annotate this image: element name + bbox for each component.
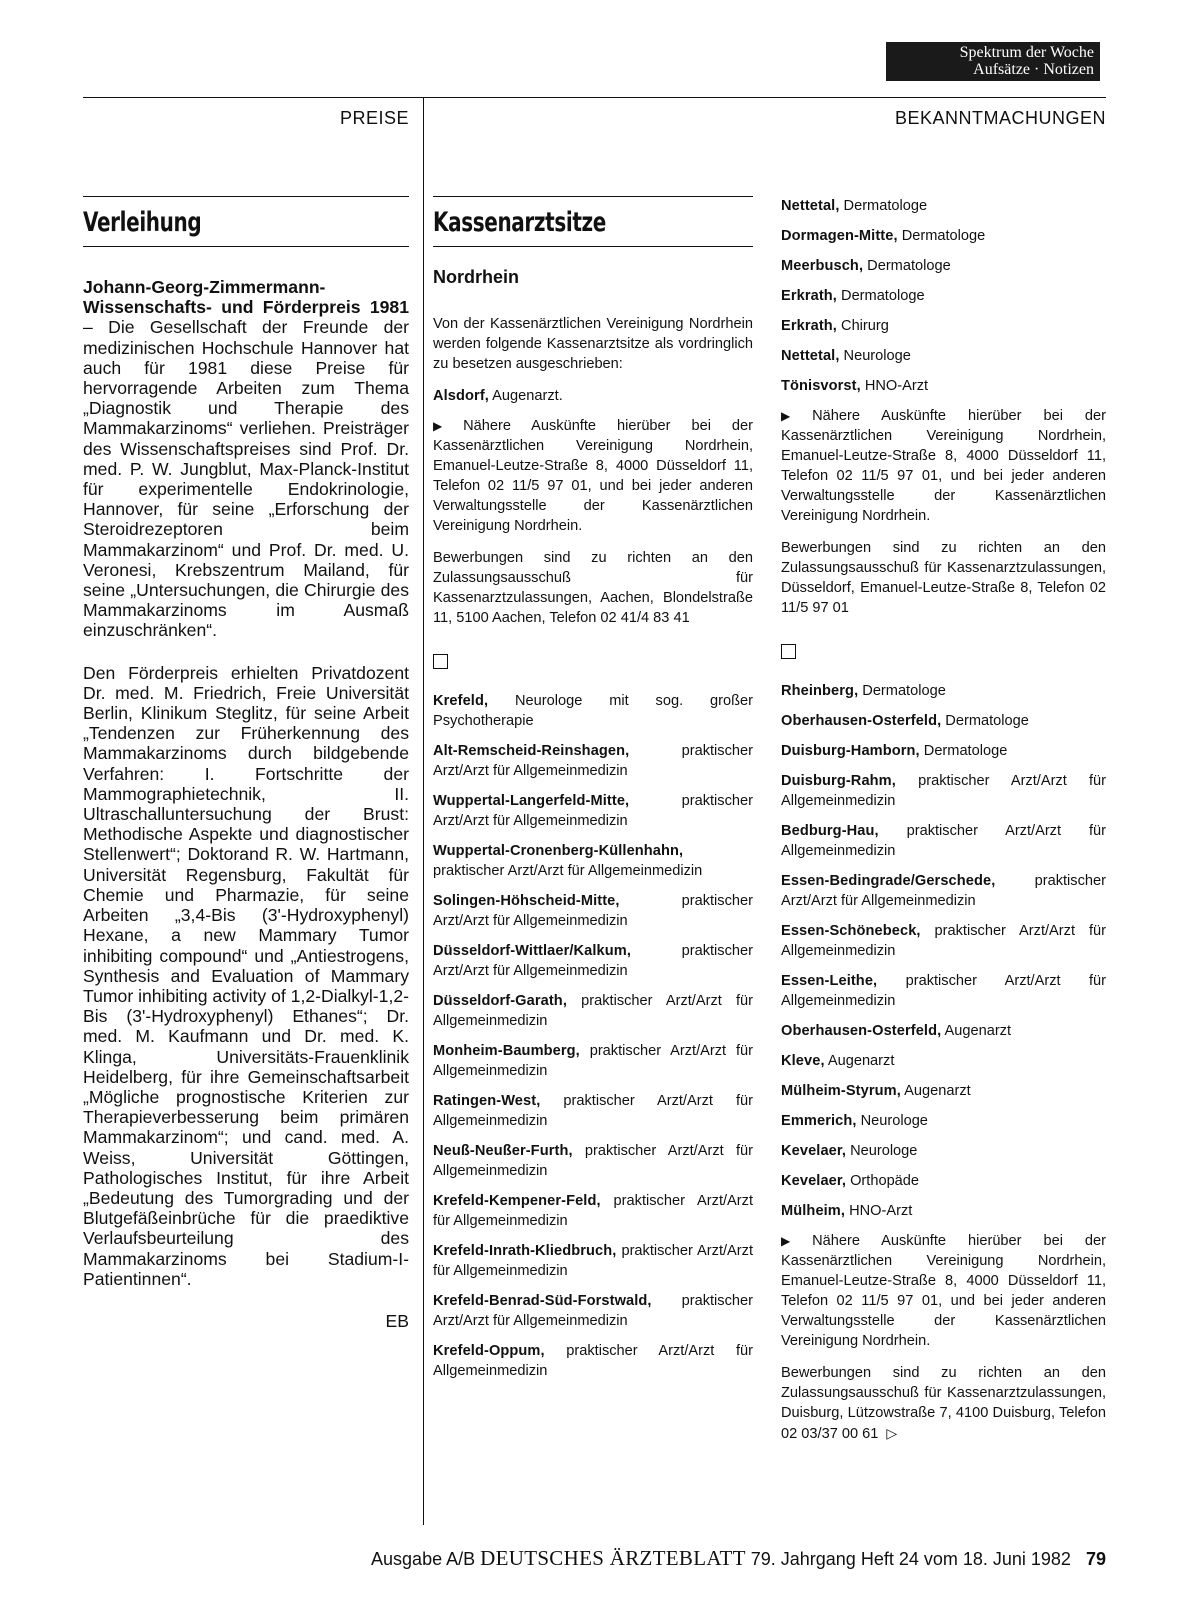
headline-verleihung: Verleihung xyxy=(83,207,202,238)
specialty: praktischer Arzt/Arzt für Allgemeinmedizin xyxy=(433,1343,753,1379)
list-item xyxy=(781,741,1106,761)
specialty: praktischer Arzt/Arzt für Allgemeinmedizin xyxy=(781,823,1106,859)
column-preise xyxy=(83,196,409,1331)
list-item xyxy=(781,1111,1106,1131)
specialty: Neurologe xyxy=(839,348,911,364)
place-name: Nettetal, xyxy=(781,348,840,364)
info-paragraph xyxy=(781,406,1106,526)
list-item xyxy=(781,1081,1106,1101)
vacancy-list xyxy=(781,196,1106,396)
page-number: 79 xyxy=(1085,1549,1106,1569)
journal-name: DEUTSCHES ÄRZTEBLATT xyxy=(480,1546,746,1570)
place-name: Krefeld, xyxy=(433,693,489,709)
application-paragraph xyxy=(781,1363,1106,1444)
list-item xyxy=(433,1341,753,1381)
paragraph-text: Den Förderpreis erhielten Privatdozent Dr. med. M. Friedrich, Freie Universität Berlin, Klinikum Steglitz, für seine Arbeit „Tendenzen zur Früherkennung des Mammakarzinoms durch bildgebende Verfahren: I. Fortschritte der Mammographietechnik, II. Ultraschalluntersuchung der Brust: Methodische Aspekte und diagnostischer Stellenwert“; Doktorand R. W. Hartmann, Universität Regensburg, Fakultät für Chemie und Pharmazie, für seine Arbeiten „3,4-Bis (3'-Hydroxyphenyl) Hexane, a new Mammary Tumor inhibiting compound“ und „Antiestrogens, Synthesis and Evaluation of Mammary Tumor inhibiting activity of 1,2-Dialkyl-1,2-Bis (3'-Hydroxyphenyl) Ethanes“; Dr. med. M. Kaufmann und Dr. med. K. Klinga, Universitäts-Frauenklinik Heidelberg, für ihre Gemeinschaftsarbeit „Mögliche prognostische Kriterien zur Therapieverbesserung beim primären Mammakarzinom“; und cand. med. A. Weiss, Universität Göttingen, Pathologisches Institut, für ihre Arbeit „Bedeutung des Tumorgrading und der Blutgefäßeinbrüche für die praediktive Verlaufsbeurteilung des Mammakarzinoms bei Stadium-I-Patientinnen“. xyxy=(83,662,409,1289)
specialty: Neurologe mit sog. großer Psychotherapie xyxy=(433,693,753,729)
section-tag-line2: Aufsätze · Notizen xyxy=(973,61,1094,78)
place-name: Rheinberg, xyxy=(781,683,859,699)
specialty: praktischer Arzt/Arzt für Allgemeinmedizin xyxy=(781,873,1106,909)
place-name: Dormagen-Mitte, xyxy=(781,228,898,244)
list-item xyxy=(781,286,1106,306)
signature-line xyxy=(83,1311,409,1331)
list-item xyxy=(433,941,753,981)
list-item xyxy=(433,841,753,881)
list-item xyxy=(781,771,1106,811)
list-item xyxy=(781,1201,1106,1221)
place-name: Essen-Bedingrade/Gerschede, xyxy=(781,873,996,889)
specialty: praktischer Arzt/Arzt für Allgemeinmedizin xyxy=(433,893,753,929)
place-name: Krefeld-Kempener-Feld, xyxy=(433,1193,601,1209)
specialty: Dermatologe xyxy=(863,258,951,274)
place-name: Nettetal, xyxy=(781,198,840,214)
specialty: Dermatologe xyxy=(839,198,928,214)
place-name: Düsseldorf-Wittlaer/Kalkum, xyxy=(433,943,631,959)
specialty: Augenarzt xyxy=(941,1023,1012,1039)
specialty: Augenarzt xyxy=(900,1083,971,1099)
list-item xyxy=(781,971,1106,1011)
place-name: Wuppertal-Langerfeld-Mitte, xyxy=(433,793,630,809)
list-item xyxy=(781,681,1106,701)
edition: Ausgabe A/B xyxy=(371,1549,476,1569)
specialty: praktischer Arzt/Arzt für Allgemeinmedizin xyxy=(433,793,753,829)
specialty: HNO-Arzt xyxy=(860,378,929,394)
section-label-bekanntmachungen: BEKANNTMACHUNGEN xyxy=(894,108,1106,128)
list-item xyxy=(433,741,753,781)
list-item xyxy=(781,376,1106,396)
vacancy-list xyxy=(433,691,753,1381)
continue-triangle-icon: ▷ xyxy=(886,1425,898,1441)
specialty: praktischer Arzt/Arzt für Allgemeinmedizin xyxy=(781,773,1106,809)
specialty: praktischer Arzt/Arzt für Allgemeinmedizin xyxy=(433,1193,753,1229)
specialty: Dermatologe xyxy=(919,743,1008,759)
place-name: Duisburg-Hamborn, xyxy=(781,743,920,759)
specialty: praktischer Arzt/Arzt für Allgemeinmedizin xyxy=(433,863,703,879)
specialty: praktischer Arzt/Arzt für Allgemeinmedizin xyxy=(433,943,753,979)
place-name: Oberhausen-Osterfeld, xyxy=(781,713,942,729)
place-name: Krefeld-Benrad-Süd-Forstwald, xyxy=(433,1293,652,1309)
headline-box xyxy=(433,196,753,247)
specialty: praktischer Arzt/Arzt für Allgemeinmedizin xyxy=(781,923,1106,959)
info-paragraph xyxy=(781,1231,1106,1351)
arrow-right-icon: ▶ xyxy=(781,409,809,423)
specialty: Dermatologe xyxy=(941,713,1029,729)
place-name: Emmerich, xyxy=(781,1113,857,1129)
specialty: Neurologe xyxy=(856,1113,928,1129)
place-name: Meerbusch, xyxy=(781,258,864,274)
specialty: praktischer Arzt/Arzt für Allgemeinmedizin xyxy=(433,1243,753,1279)
list-item xyxy=(781,921,1106,961)
column-kassenarztsitze-cont xyxy=(781,196,1106,1456)
info-text: Nähere Auskünfte hierüber bei der Kassenärztlichen Vereinigung Nordrhein, Emanuel-Leutze-Straße 8, 4000 Düsseldorf 11, Telefon 02 11/5 97 01, und bei jeder anderen Verwaltungsstelle der Kassenärztlichen Vereinigung Nordrhein. xyxy=(781,408,1106,524)
paragraph-text: – Die Gesellschaft der Freunde der medizinischen Hochschule Hannover hat auch für 1981 diese Preise für hervorragende Arbeiten zum Thema „Diagnostik und Therapie des Mammakarzinoms“ verliehen. Preisträger des Wissenschaftspreises sind Prof. Dr. med. P. W. Jungblut, Max-Planck-Institut für experimentelle Endokrinologie, Hannover, für seine „Erforschung der Steroidrezeptoren beim Mammakarzinom“ und Prof. Dr. med. U. Veronesi, Krebszentrum Mailand, für seine „Untersuchungen, die Chirurgie des Mammakarzinoms im Ausmaß einzuschränken“. xyxy=(83,317,409,641)
specialty: praktischer Arzt/Arzt für Allgemeinmedizin xyxy=(433,993,753,1029)
vacancy-list xyxy=(781,681,1106,1221)
place-name: Alt-Remscheid-Reinshagen, xyxy=(433,743,630,759)
place-name: Neuß-Neußer-Furth, xyxy=(433,1143,573,1159)
paragraph-foerderpreis xyxy=(83,663,409,1289)
list-item xyxy=(433,1091,753,1131)
place-name: Krefeld-Inrath-Kliedbruch, xyxy=(433,1243,617,1259)
list-item xyxy=(433,386,753,406)
headline-box xyxy=(83,196,409,247)
page-footer xyxy=(0,1546,1106,1571)
application-paragraph: Bewerbungen sind zu richten an den Zulassungsausschuß für Kassenarztzulassungen, Düsseldorf, Emanuel-Leutze-Straße 8, Telefon 02 11/5 97 01 xyxy=(781,540,1106,616)
specialty: Dermatologe xyxy=(897,228,986,244)
list-item xyxy=(781,871,1106,911)
section-label-preise: PREISE xyxy=(339,108,409,128)
place-name: Kevelaer, xyxy=(781,1173,847,1189)
list-item xyxy=(781,711,1106,731)
headline-kassenarztsitze: Kassenarztsitze xyxy=(433,207,606,238)
specialty: praktischer Arzt/Arzt für Allgemeinmedizin xyxy=(433,1293,753,1329)
region-heading: Nordrhein xyxy=(433,267,520,287)
section-tag xyxy=(886,42,1100,81)
place-name: Oberhausen-Osterfeld, xyxy=(781,1023,942,1039)
issue-info: 79. Jahrgang Heft 24 vom 18. Juni 1982 xyxy=(750,1549,1071,1569)
place-name: Ratingen-West, xyxy=(433,1093,541,1109)
list-item xyxy=(433,1241,753,1281)
arrow-right-icon: ▶ xyxy=(781,1234,809,1248)
list-item xyxy=(433,1141,753,1181)
place-name: Tönisvorst, xyxy=(781,378,861,394)
application-paragraph: Bewerbungen sind zu richten an den Zulassungsausschuß für Kassenarztzulassungen, Aachen, Blondelstraße 11, 5100 Aachen, Telefon 02 41/4 83 41 xyxy=(433,550,753,626)
place-name: Alsdorf, xyxy=(433,388,489,404)
column-kassenarztsitze xyxy=(433,196,753,1391)
list-item xyxy=(781,346,1106,366)
info-text: Nähere Auskünfte hierüber bei der Kassenärztlichen Vereinigung Nordrhein, Emanuel-Leutze-Straße 8, 4000 Düsseldorf 11, Telefon 02 11/5 97 01, und bei jeder anderen Verwaltungsstelle der Kassenärztlichen Vereinigung Nordrhein. xyxy=(433,418,753,534)
specialty: HNO-Arzt xyxy=(845,1203,913,1219)
specialty: Chirurg xyxy=(836,318,889,334)
place-name: Bedburg-Hau, xyxy=(781,823,879,839)
list-item xyxy=(433,891,753,931)
list-item xyxy=(433,1291,753,1331)
application-text: Bewerbungen sind zu richten an den Zulassungsausschuß für Kassenarztzulassungen, Duisburg, Lützowstraße 7, 4100 Duisburg, Telefon 02 03/37 00 61 xyxy=(781,1365,1106,1442)
list-item xyxy=(781,1171,1106,1191)
place-name: Krefeld-Oppum, xyxy=(433,1343,545,1359)
place-name: Wuppertal-Cronenberg-Küllenhahn, xyxy=(433,843,684,859)
specialty: praktischer Arzt/Arzt für Allgemeinmedizin xyxy=(433,743,753,779)
square-separator-icon xyxy=(781,644,796,659)
specialty: praktischer Arzt/Arzt für Allgemeinmedizin xyxy=(433,1143,753,1179)
place-name: Mülheim, xyxy=(781,1203,846,1219)
place-name: Monheim-Baumberg, xyxy=(433,1043,580,1059)
place-name: Duisburg-Rahm, xyxy=(781,773,896,789)
list-item xyxy=(433,1191,753,1231)
info-paragraph xyxy=(433,416,753,536)
author-signature: EB xyxy=(385,1310,409,1331)
paragraph-zimmermann-preis xyxy=(83,277,409,641)
square-separator-icon xyxy=(433,654,448,669)
section-tag-line1: Spektrum der Woche xyxy=(959,44,1094,61)
specialty: Augenarzt. xyxy=(488,388,563,404)
place-name: Essen-Leithe, xyxy=(781,973,878,989)
top-rule xyxy=(83,97,1106,98)
place-name: Erkrath, xyxy=(781,288,837,304)
specialty: Orthopäde xyxy=(846,1173,920,1189)
specialty: Dermatologe xyxy=(858,683,946,699)
column-divider xyxy=(423,97,424,1525)
info-text: Nähere Auskünfte hierüber bei der Kassenärztlichen Vereinigung Nordrhein, Emanuel-Leutze-Straße 8, 4000 Düsseldorf 11, Telefon 02 11/5 97 01, und bei jeder anderen Verwaltungsstelle der Kassenärztlichen Vereinigung Nordrhein. xyxy=(781,1233,1106,1349)
specialty: praktischer Arzt/Arzt für Allgemeinmedizin xyxy=(433,1043,753,1079)
list-item xyxy=(781,1141,1106,1161)
list-item xyxy=(433,791,753,831)
list-item xyxy=(433,691,753,731)
list-item xyxy=(781,821,1106,861)
intro-paragraph: Von der Kassenärztlichen Vereinigung Nordrhein werden folgende Kassenarztsitze als vordringlich zu besetzen ausgeschrieben: xyxy=(433,316,753,372)
place-name: Düsseldorf-Garath, xyxy=(433,993,567,1009)
specialty: praktischer Arzt/Arzt für Allgemeinmedizin xyxy=(781,973,1106,1009)
place-name: Mülheim-Styrum, xyxy=(781,1083,901,1099)
list-item xyxy=(433,1041,753,1081)
specialty: Dermatologe xyxy=(836,288,925,304)
place-name: Kevelaer, xyxy=(781,1143,847,1159)
list-item xyxy=(781,226,1106,246)
place-name: Erkrath, xyxy=(781,318,837,334)
list-item xyxy=(781,316,1106,336)
specialty: praktischer Arzt/Arzt für Allgemeinmedizin xyxy=(433,1093,753,1129)
specialty: Augenarzt xyxy=(824,1053,895,1069)
list-item xyxy=(781,1021,1106,1041)
place-name: Solingen-Höhscheid-Mitte, xyxy=(433,893,620,909)
place-name: Essen-Schönebeck, xyxy=(781,923,921,939)
list-item xyxy=(433,991,753,1031)
list-item xyxy=(781,1051,1106,1071)
list-item xyxy=(781,196,1106,216)
specialty: Neurologe xyxy=(846,1143,918,1159)
place-name: Kleve, xyxy=(781,1053,825,1069)
arrow-right-icon: ▶ xyxy=(433,419,460,433)
prize-title: Johann-Georg-Zimmermann-Wissenschafts- und Förderpreis 1981 xyxy=(83,277,409,318)
list-item xyxy=(781,256,1106,276)
